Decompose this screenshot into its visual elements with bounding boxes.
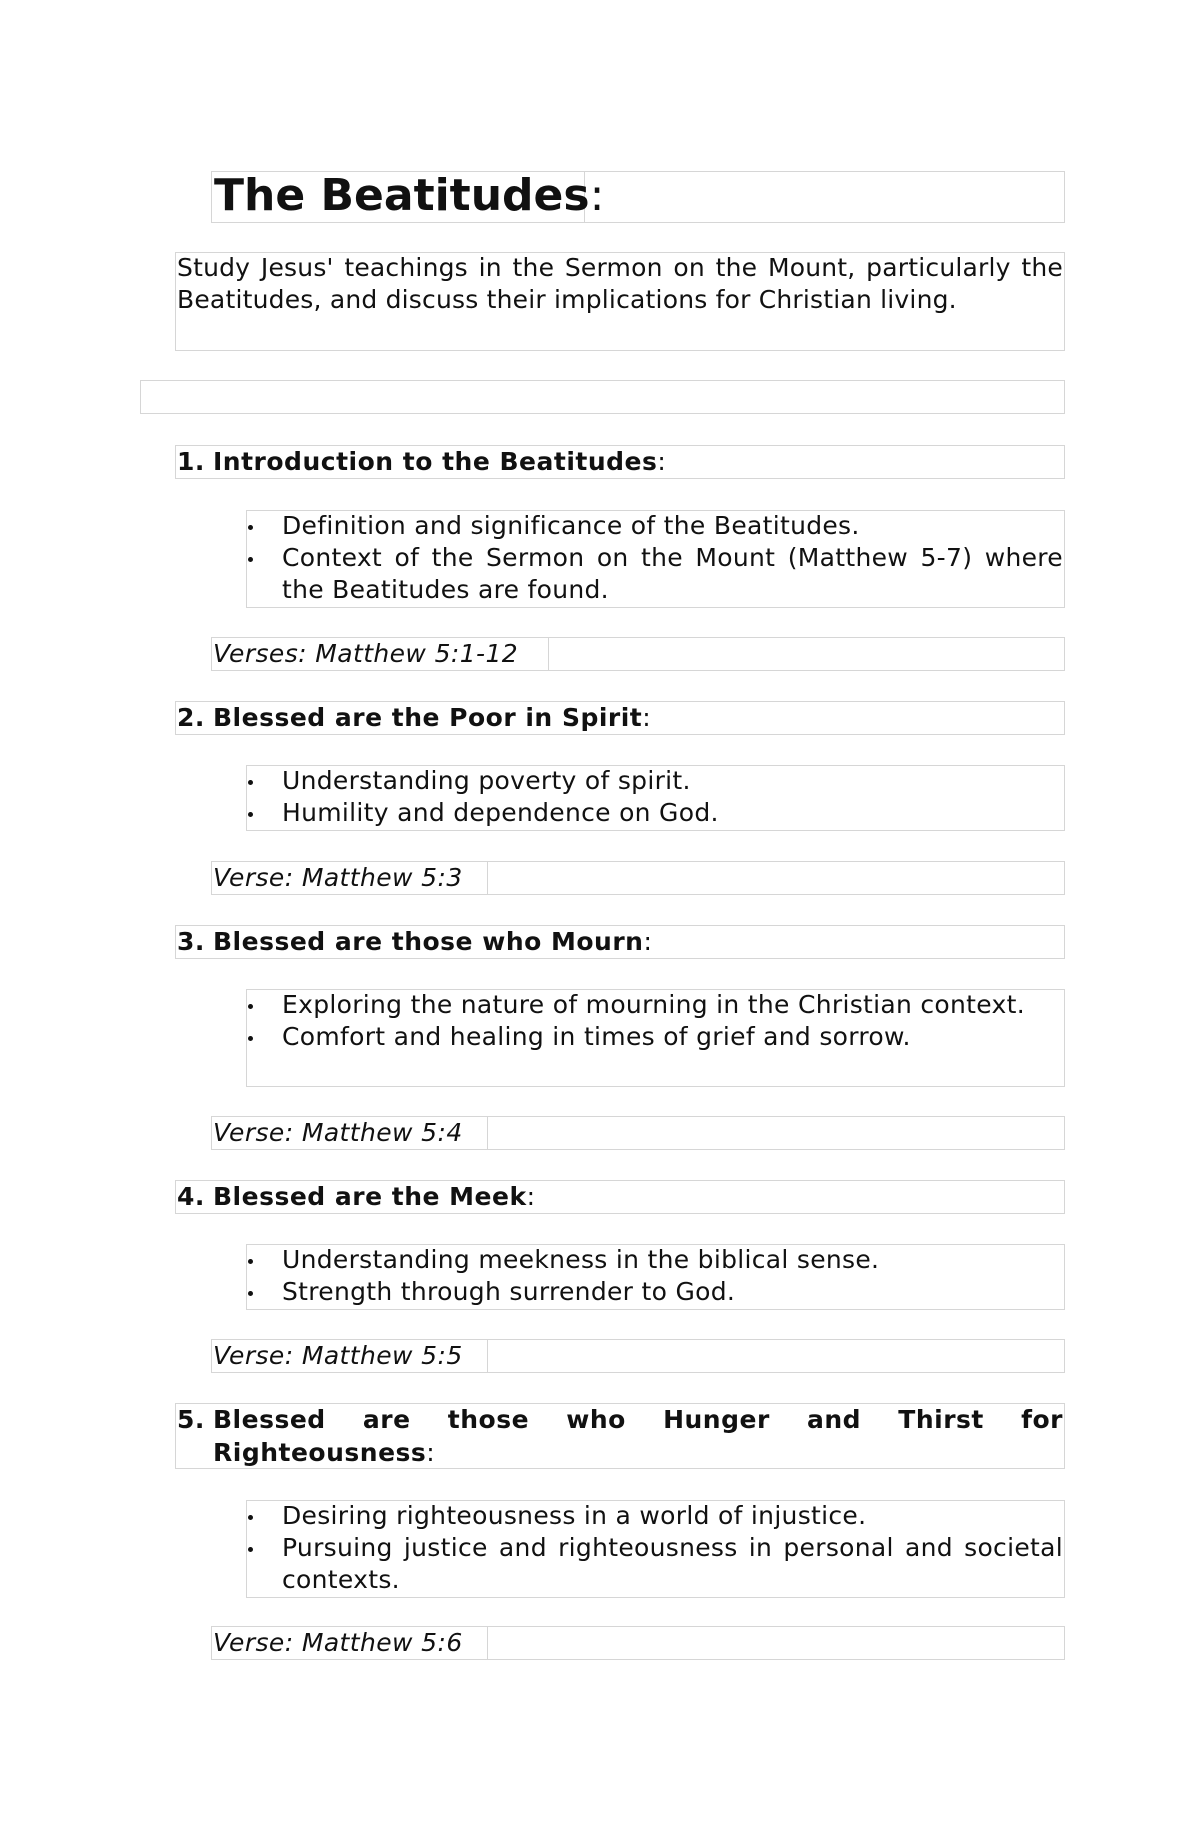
section-4-heading xyxy=(177,1180,1063,1213)
section-number: 4. xyxy=(177,1182,205,1211)
section-3-bullet-list xyxy=(246,989,1063,1053)
section-2-heading xyxy=(177,701,1063,734)
section-3-verse: Verse: Matthew 5:4 xyxy=(213,1118,463,1147)
section-title: Blessed are those who Hunger and Thirst for Righteousness xyxy=(213,1405,1063,1467)
section-1-heading xyxy=(177,445,1063,478)
bullet-item: Comfort and healing in times of grief and sorrow. xyxy=(246,1021,1063,1053)
section-colon: : xyxy=(657,447,667,476)
section-5-verse: Verse: Matthew 5:6 xyxy=(213,1628,463,1657)
section-colon: : xyxy=(526,1182,536,1211)
empty-paragraph-frame xyxy=(140,380,1065,414)
section-number: 3. xyxy=(177,927,205,956)
section-title: Blessed are those who Mourn xyxy=(213,927,644,956)
page-title-text: The Beatitudes xyxy=(214,170,590,221)
section-colon: : xyxy=(642,703,652,732)
intro-paragraph: Study Jesus' teachings in the Sermon on the Mount, particularly the Beatitudes, and discuss their implications for Christian living. xyxy=(177,253,1063,314)
section-number: 1. xyxy=(177,447,205,476)
bullet-item: Exploring the nature of mourning in the Christian context. xyxy=(246,989,1063,1021)
bullet-item: Definition and significance of the Beatitudes. xyxy=(246,510,1063,542)
bullet-item: Understanding poverty of spirit. xyxy=(246,765,1063,797)
section-colon: : xyxy=(643,927,653,956)
section-2-bullet-list xyxy=(246,765,1063,829)
section-1-verse: Verses: Matthew 5:1-12 xyxy=(213,639,519,668)
section-title: Introduction to the Beatitudes xyxy=(213,447,658,476)
section-5-bullet-list xyxy=(246,1500,1063,1596)
page-title-colon: : xyxy=(589,170,605,221)
bullet-item: Desiring righteousness in a world of injustice. xyxy=(246,1500,1063,1532)
section-title: Blessed are the Poor in Spirit xyxy=(213,703,643,732)
section-1-bullet-list xyxy=(246,510,1063,606)
section-number: 5. xyxy=(177,1405,205,1434)
section-4-bullet-list xyxy=(246,1244,1063,1308)
bullet-item: Strength through surrender to God. xyxy=(246,1276,1063,1308)
bullet-item: Understanding meekness in the biblical sense. xyxy=(246,1244,1063,1276)
section-title: Blessed are the Meek xyxy=(213,1182,527,1211)
section-5-heading xyxy=(177,1403,1063,1469)
bullet-item: Context of the Sermon on the Mount (Matthew 5-7) where the Beatitudes are found. xyxy=(246,542,1063,606)
section-2-verse: Verse: Matthew 5:3 xyxy=(213,863,463,892)
page-title xyxy=(214,170,604,222)
bullet-item: Pursuing justice and righteousness in personal and societal contexts. xyxy=(246,1532,1063,1596)
bullet-item: Humility and dependence on God. xyxy=(246,797,1063,829)
section-number: 2. xyxy=(177,703,205,732)
section-3-heading xyxy=(177,925,1063,958)
section-4-verse: Verse: Matthew 5:5 xyxy=(213,1341,463,1370)
section-colon: : xyxy=(426,1438,436,1467)
